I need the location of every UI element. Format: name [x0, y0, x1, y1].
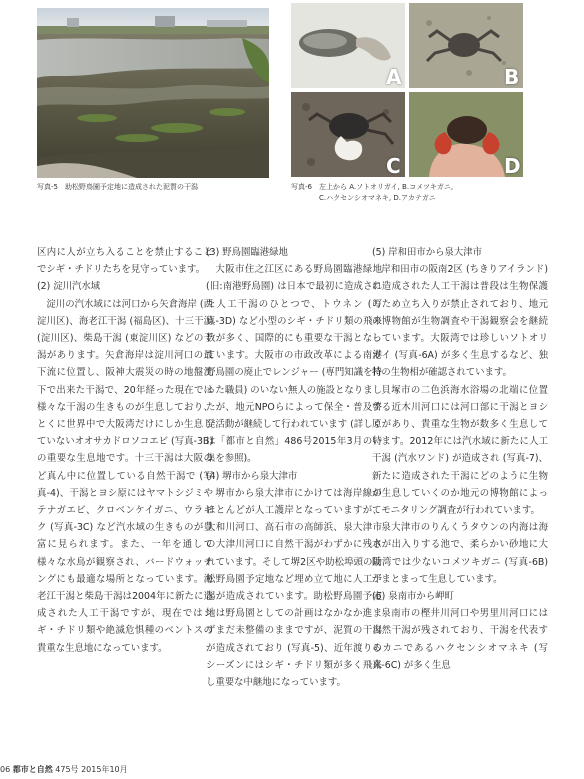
body-paragraph: 堺市から泉大津市にかけては海岸線のほとんどが人工護岸となっていますが、大和川河口、高石市の高師浜、泉大津市の大津川河口に自然干潟がわずかに残されています。そして堺2区や助松埠頭の助松野鳥園予定地など埋め立て地に人工干潟が造成されています。助松野鳥園予定地は野鳥園としての計画はなかなか進まずまだ未整備のままですが、泥質の干潟が造成されており (写真-5)、近年渡りのシーズンにはシギ・チドリ類が多く飛来し重要な中継地になっています。 [206, 487, 382, 689]
section-heading-sakai: (4) 堺市から泉大津市 [206, 470, 298, 482]
column1-continued-text: 区内に人が立ち入ることを禁止することでシギ・チドリたちを見守っています。 [37, 247, 213, 276]
body-paragraph: 泉大津市のりんくうタウンの内海は海水が出入りする池で、柔らかい砂地に大阪湾では少ないコメツキガニ (写真-6B) がまとまって生息しています。 [372, 522, 548, 585]
text-column-3 [372, 244, 548, 674]
body-paragraph: 岸和田市の阪南2区 (ちきりアイランド) に造成された人工干潟は普段は生物保護のため立ち入りが禁止されており、地元の博物館が生物調査や干潟観察会を継続しています。大阪湾では珍しいソトオリガイ (写真-6A) が多く生息するなど、独特の生物相が確認されています。 [372, 264, 548, 379]
creature-photo-grid [291, 3, 523, 177]
section-heading-sennan: (6) 泉南市から岬町 [372, 591, 454, 603]
text-column-1 [37, 244, 213, 657]
page-number: 06 [0, 765, 11, 774]
body-paragraph: 大阪市住之江区にある野鳥園臨港緑地 (旧:南港野鳥園) は日本で最初に造成された人工干潟のひとつで、トウネン (写真-3D) など小型のシギ・チドリ類の飛来数が多く、国際的にも重要な干潟となっています。大阪市の市政改革による南港野鳥園の廃止でレンジャー (専門知識を持った職員) のいない無人の施設となりましたが、地元NPOらによって保全・普及啓発活動が継続して行われています (詳しくは「都市と自然」486号2015年3月の特集を参照)。 [206, 264, 382, 465]
section-heading-yodogawa: (2) 淀川汽水域 [37, 281, 101, 293]
figure6-caption: 写真-6 左上から A.ソトオリガイ, B.コメツキガニ, C.ハクセンシオマネキ, D.アカテガニ [291, 183, 454, 202]
body-paragraph: 泉南市の樫井川河口や男里川河口には自然干潟が残されており、干潟を代表するカニであるハクセンシオマネキ (写真-6C) が多く生息 [372, 608, 548, 671]
section-heading-kishiwada: (5) 岸和田市から泉大津市 [372, 247, 483, 258]
body-paragraph: 淀川の汽水域には河口から矢倉海岸 (西淀川区)、海老江干潟 (福島区)、十三干潟 (淀川区)、柴島干潟 (東淀川区) などの干潟があります。矢倉海岸は淀川河口の最下流に位置し、阪神大震災の時の地盤沈下で出来た干潟で、20年経った現在では様々な干潟の生きものが生息しており、とくに世界中で大阪湾だけにしか生息していないオオサカドロソコエビ (写真-3B) の重要な生息地です。十三干潟は大阪のど真ん中に位置している自然干潟で (写真-4)、干潟とヨシ原にはヤマトシジミやテナガエビ、クロベンケイガニ、ウラギク (写真-3C) など汽水域の生きものが豊富に見られます。また、一年を通して様々な水鳥が観察され、バードウォッチングにも最適な場所となっています。海老江干潟と柴島干潟は2004年に新たに造成された人工干潟ですが、現在ではシギ・チドリ類や絶滅危惧種のベントスの貴重な生息地になっています。 [37, 298, 213, 654]
tidal-flat-photo-image [37, 8, 269, 178]
body-paragraph: 貝塚市の二色浜海水浴場の北端に位置する近木川河口には河口部に干潟とヨシ原があり、貴重な生物が数多く生息しています。2012年には汽水域に新たに人工干潟 (汽水ワンド) が造成され (写真-7)、新たに造成された干潟にどのように生物が生息していくのか地元の博物館によってモニタリング調査が行われています。 [372, 384, 548, 517]
page-footer [0, 764, 128, 775]
section-heading-yachoen: (3) 野鳥園臨港緑地 [206, 247, 288, 258]
text-column-2 [206, 244, 382, 691]
panel-label-d: D [504, 154, 521, 178]
panel-label-a: A [386, 65, 402, 89]
panel-label-c: C [386, 154, 401, 178]
issue-info: 475号 2015年10月 [55, 765, 128, 774]
tidal-flat-photo [37, 8, 269, 178]
figure5-caption: 写真-5 助松野鳥園予定地に造成された泥質の干潟 [37, 183, 198, 191]
journal-title: 都市と自然 [12, 765, 53, 774]
panel-label-b: B [504, 65, 520, 89]
